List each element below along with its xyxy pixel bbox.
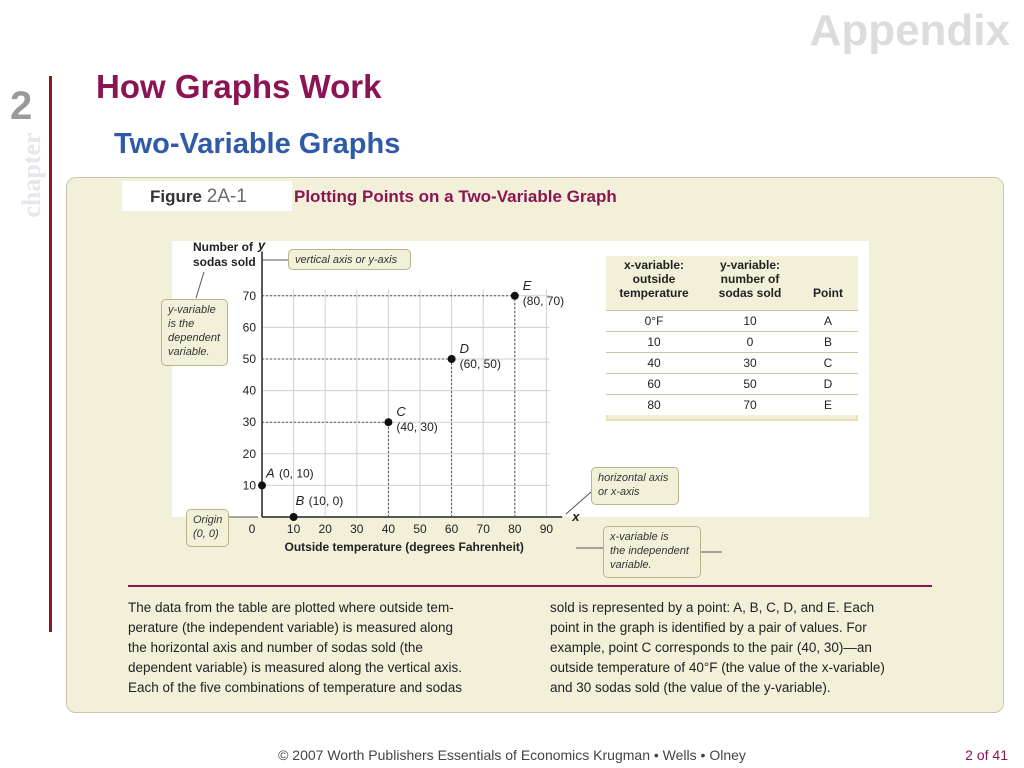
point-name-label: E [522,277,532,293]
x-tick-label: 90 [539,522,554,536]
figure-word: Figure [150,187,202,206]
y-axis-title-line1: Number of [193,240,253,254]
x-tick-label: 10 [286,522,301,536]
table-row [606,332,858,353]
callout-connector [196,272,204,298]
slide-subtitle: Two-Variable Graphs [114,128,401,160]
y-tick-label: 60 [242,320,256,335]
table-header-row [606,256,858,302]
table-cell: D [798,374,858,395]
table-cell: 10 [702,311,798,332]
y-axis-title-line2: sodas sold [193,255,256,269]
callout-origin: Origin (0, 0) [186,509,229,547]
caption-rule [128,585,932,587]
x-tick-label: 60 [444,522,459,536]
page-number: 2 of 41 [965,747,1008,763]
figure-number: 2A-1 [206,186,247,207]
y-tick-label: 20 [242,446,256,461]
table-cell: E [798,395,858,416]
data-point-c [384,418,392,426]
point-name-label: A [266,465,275,481]
y-tick-label: 30 [242,415,256,430]
x-axis-title: Outside temperature (degrees Fahrenheit) [284,540,524,554]
point-coord-label: (0, 10) [279,466,314,481]
table-cell: 50 [702,374,798,395]
figure-title: Plotting Points on a Two-Variable Graph [294,187,617,206]
callout-horizontal-axis: horizontal axis or x-axis [591,467,679,505]
table-row [606,311,858,332]
point-name-label: C [396,404,406,420]
table-cell: 70 [702,395,798,416]
x-axis-letter: x [572,509,580,524]
point-coord-label: (10, 0) [308,494,344,508]
chapter-word: chapter [17,132,46,218]
table-cell: 30 [702,353,798,374]
table-header-x: x-variable: outside temperature [606,256,702,302]
table-cell: 60 [606,374,702,395]
table-row [606,395,858,416]
table-cell: A [798,311,858,332]
point-coord-label: (40, 30) [396,420,438,435]
callout-vertical-axis: vertical axis or y-axis [288,249,411,270]
callout-y-variable: y-variable is the dependent variable. [161,299,228,366]
y-tick-label: 70 [242,288,256,303]
data-point-d [448,355,456,363]
table-cell: 80 [606,395,702,416]
data-point-e [511,292,519,300]
y-tick-label: 10 [242,478,256,493]
table-cell: 0°F [606,311,702,332]
y-axis-letter: y [258,237,266,253]
table-row [606,374,858,395]
point-coord-label: (60, 50) [459,357,501,371]
slide-title: How Graphs Work [96,68,382,105]
x-tick-label: 70 [476,522,490,536]
table-cell: B [798,332,858,353]
x-tick-label: 50 [413,522,427,536]
table-header-y: y-variable: number of sodas sold [702,256,798,302]
table-header-point: Point [798,256,858,302]
point-coord-label: (80, 70) [522,293,565,308]
x-tick-label: 0 [248,522,256,536]
table-cell: 40 [606,353,702,374]
point-name-label: B [295,493,305,508]
caption-right: sold is represented by a point: A, B, C, D, and E. Each point in the graph is identified by a pair of values. For example, point C corresponds to the pair (40, 30)—an outside temperature of 40°F (the value of the x-variable) and 30 sodas sold (the value of the y-variable). [550,600,885,695]
appendix-label: Appendix [809,6,1010,55]
table-row [606,353,858,374]
point-name-label: D [459,341,469,356]
chapter-number: 2 [10,84,33,128]
data-point-b [290,513,298,521]
x-tick-label: 20 [318,522,332,536]
callout-x-variable: x-variable is the independent variable. [603,526,701,578]
table-cell: C [798,353,858,374]
footer-credits: © 2007 Worth Publishers Essentials of Economics Krugman • Wells • Olney [278,747,746,763]
y-tick-label: 40 [242,383,256,398]
table-cell: 0 [702,332,798,353]
y-tick-label: 50 [242,352,256,366]
x-tick-label: 80 [508,522,522,536]
x-tick-label: 40 [381,522,396,536]
table-cell: 10 [606,332,702,353]
data-point-a [258,481,266,489]
data-table [606,256,858,415]
caption-left: The data from the table are plotted where outside tem- perature (the independent variable) is measured along the horizontal axis and number of sodas sold (the dependent variable) is measured along the vertical axis. Each of the five combinations of temperature and sodas [128,600,462,695]
x-tick-label: 30 [350,522,364,536]
